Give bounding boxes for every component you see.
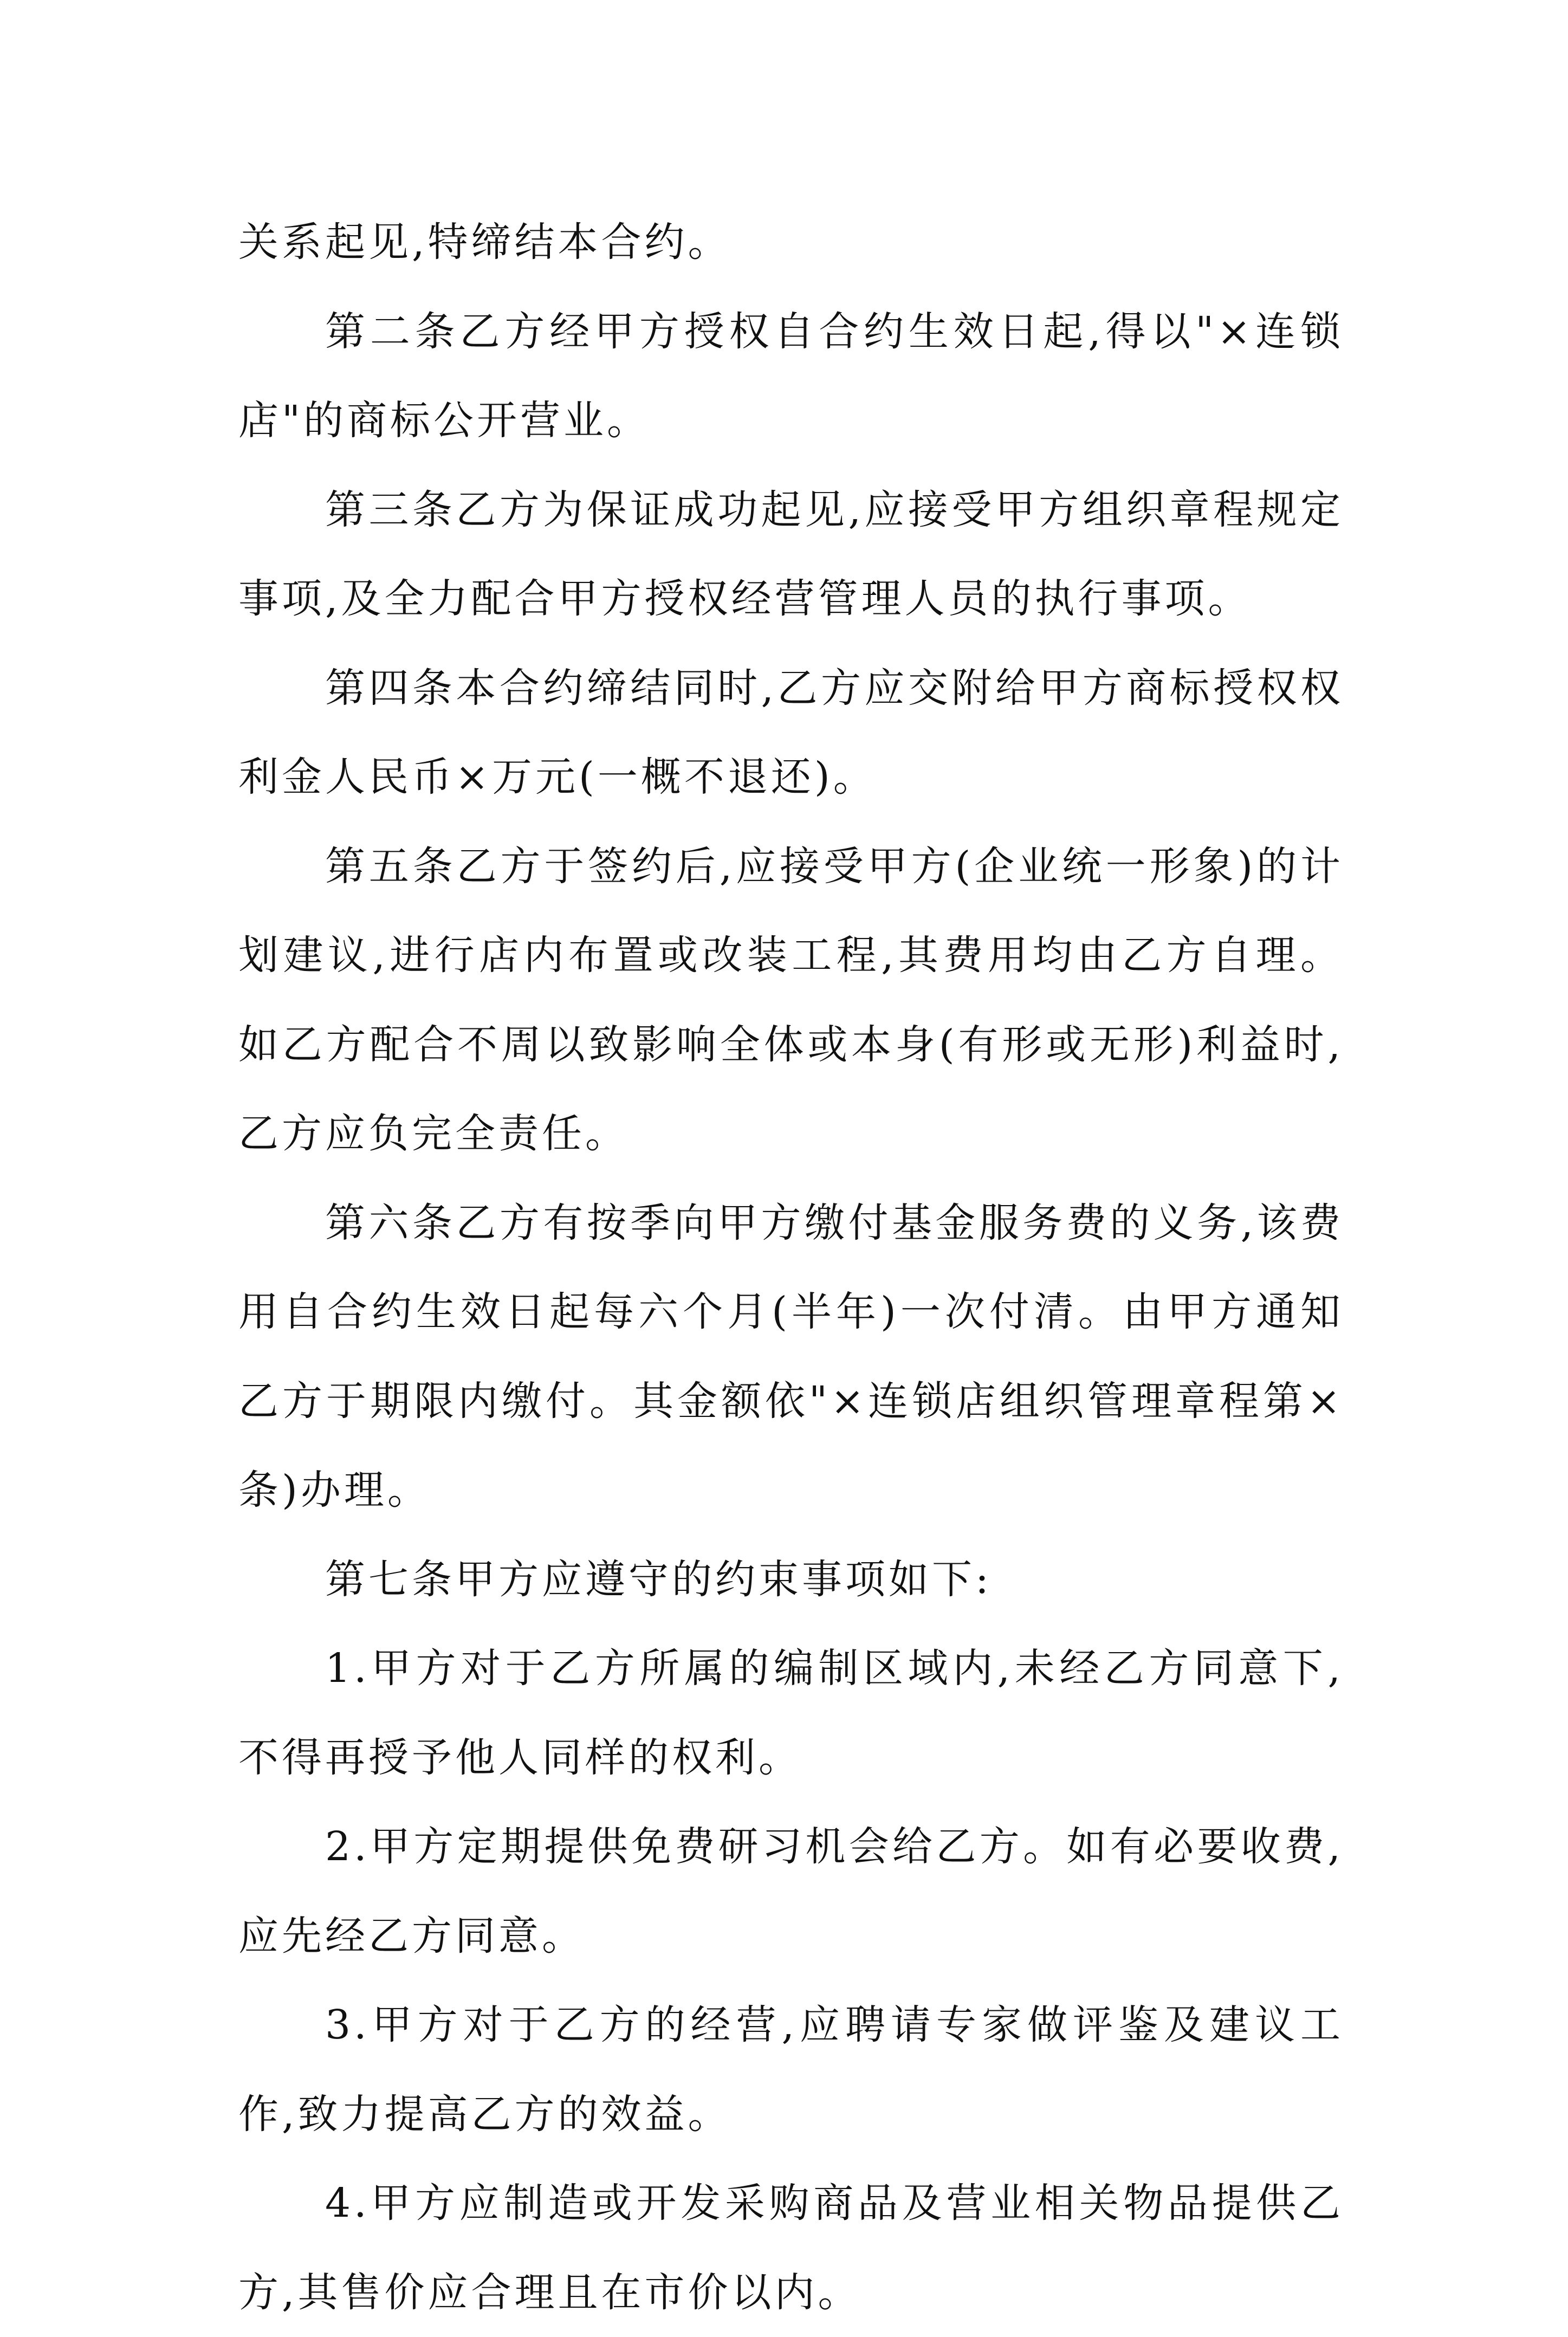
paragraph-article-6: 第六条乙方有按季向甲方缴付基金服务费的义务,该费用自合约生效日起每六个月(半年)一次付清。由甲方通知乙方于期限内缴付。其金额依"×连锁店组织管理章程第×条)办理。 bbox=[238, 1199, 1344, 1513]
list-item-2: 2.甲方定期提供免费研习机会给乙方。如有必要收费,应先经乙方同意。 bbox=[238, 1823, 1344, 1959]
paragraph-continuation: 关系起见,特缔结本合约。 bbox=[238, 219, 731, 266]
contract-body bbox=[238, 198, 1344, 2337]
list-item-1: 1.甲方对于乙方所属的编制区域内,未经乙方同意下,不得再授予他人同样的权利。 bbox=[238, 1645, 1344, 1781]
paragraph-article-5: 第五条乙方于签约后,应接受甲方(企业统一形象)的计划建议,进行店内布置或改装工程,其费用均由乙方自理。如乙方配合不周以致影响全体或本身(有形或无形)利益时,乙方应负完全责任。 bbox=[238, 843, 1344, 1157]
paragraph-article-3: 第三条乙方为保证成功起见,应接受甲方组织章程规定事项,及全力配合甲方授权经营管理人员的执行事项。 bbox=[238, 486, 1344, 622]
paragraph-article-4: 第四条本合约缔结同时,乙方应交附给甲方商标授权权利金人民币×万元(一概不退还)。 bbox=[238, 664, 1344, 800]
list-item-3: 3.甲方对于乙方的经营,应聘请专家做评鉴及建议工作,致力提高乙方的效益。 bbox=[238, 2002, 1344, 2138]
list-item-4: 4.甲方应制造或开发采购商品及营业相关物品提供乙方,其售价应合理且在市价以内。 bbox=[238, 2180, 1344, 2316]
paragraph-article-2: 第二条乙方经甲方授权自合约生效日起,得以"×连锁店"的商标公开营业。 bbox=[238, 308, 1344, 444]
paragraph-article-7: 第七条甲方应遵守的约束事项如下: bbox=[325, 1556, 992, 1603]
